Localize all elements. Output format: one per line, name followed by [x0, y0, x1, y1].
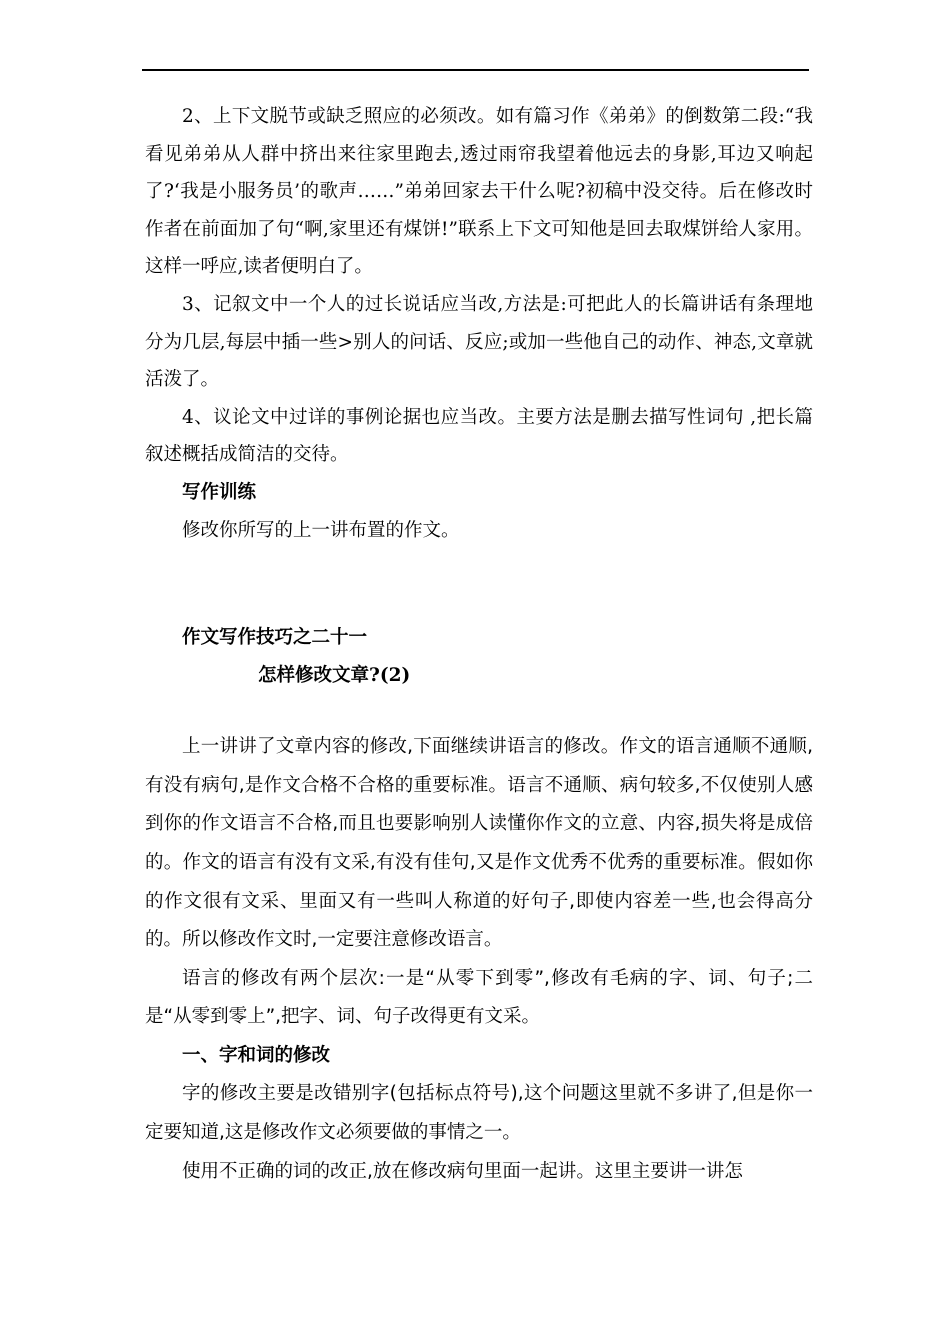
- body-paragraph: 使用不正确的词的改正,放在修改病句里面一起讲。这里主要讲一讲怎: [182, 1160, 743, 1182]
- exercise-text: 修改你所写的上一讲布置的作文。: [182, 519, 460, 541]
- body-paragraph: 上一讲讲了文章内容的修改,下面继续讲语言的修改。作文的语言通顺不通顺,有没有病句,是作文合格不合格的重要标准。语言不通顺、病句较多,不仅使别人感到你的作文语言不合格,而且也要影响别人读懂你作文的立意、内容,损失将是成倍的。作文的语言有没有文采,有没有佳句,又是作文优秀不优秀的重要标准。假如你的作文很有文采、里面又有一些叫人称道的好句子,即使内容差一些,也会得高分的。所以修改作文时,一定要注意修改语言。: [145, 736, 813, 951]
- document-body: [145, 98, 813, 1191]
- body-paragraph: 2、上下文脱节或缺乏照应的必须改。如有篇习作《弟弟》的倒数第二段:“我看见弟弟从人群中挤出来往家里跑去,透过雨帘我望着他远去的身影,耳边又响起了?‘我是小服务员’的歌声……”弟弟回家去干什么呢?初稿中没交待。后在修改时作者在前面加了句“啊,家里还有煤饼!”联系上下文可知他是回去取煤饼给人家用。这样一呼应,读者便明白了。: [145, 106, 813, 278]
- body-paragraph: 语言的修改有两个层次:一是“从零下到零”,修改有毛病的字、词、句子;二是“从零到零上”,把字、词、句子改得更有文采。: [145, 967, 813, 1028]
- body-paragraph: 4、议论文中过详的事例论据也应当改。主要方法是删去描写性词句 ,把长篇叙述概括成简洁的交待。: [145, 406, 813, 466]
- body-paragraph: 字的修改主要是改错别字(包括标点符号),这个问题这里就不多讲了,但是你一定要知道,这是修改作文必须要做的事情之一。: [145, 1083, 813, 1144]
- header-rule: [142, 69, 809, 71]
- section-heading: 一、字和词的修改: [182, 1044, 331, 1066]
- section-gap: [145, 549, 813, 619]
- body-paragraph: 3、记叙文中一个人的过长说话应当改,方法是:可把此人的长篇讲话有条理地分为几层,每层中插一些>别人的问话、反应;或加一些他自己的动作、神态,文章就活泼了。: [145, 293, 813, 391]
- exercise-heading: 写作训练: [182, 481, 257, 503]
- article-subtitle: 怎样修改文章?(2): [258, 665, 411, 687]
- title-gap: [145, 695, 813, 728]
- article-title: 作文写作技巧之二十一: [182, 627, 368, 649]
